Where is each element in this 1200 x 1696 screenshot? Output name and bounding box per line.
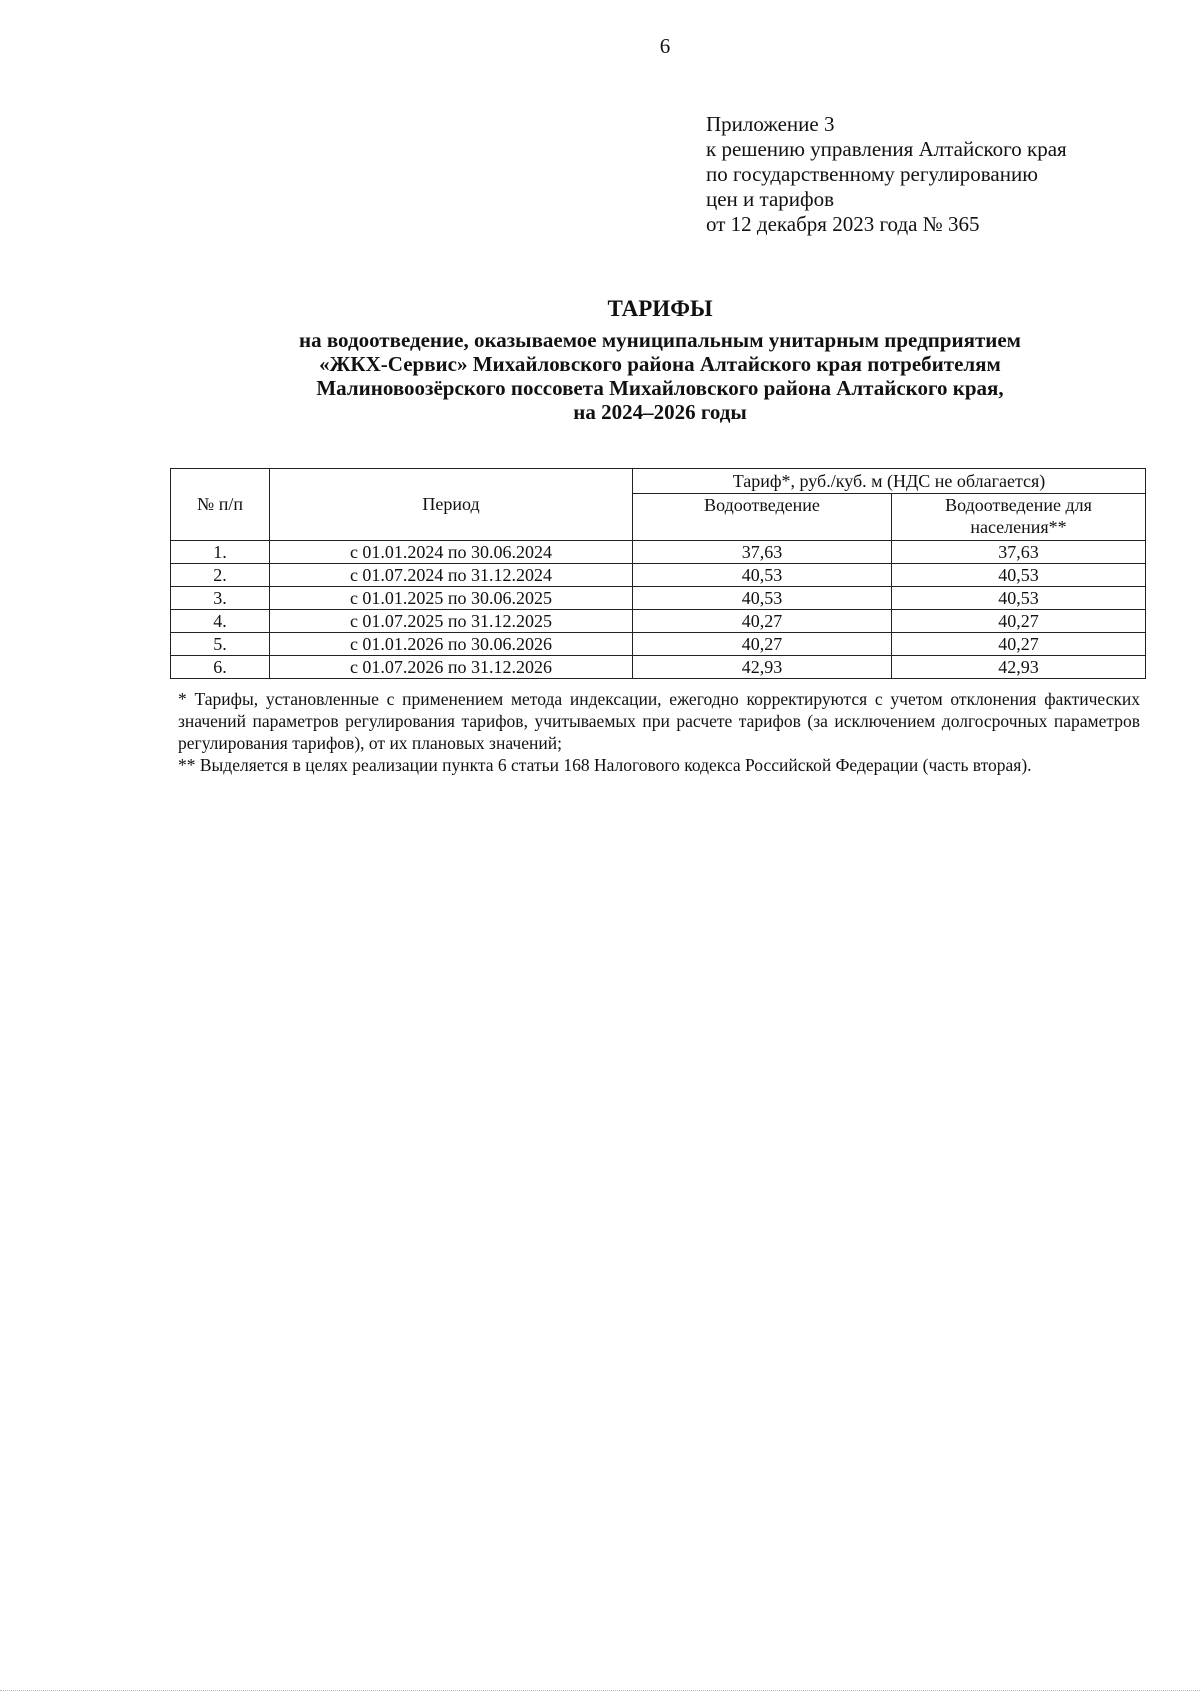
title-line: «ЖКХ-Сервис» Михайловского района Алтайского края потребителям bbox=[319, 352, 1001, 376]
row-wastewater-tariff: 40,53 bbox=[633, 564, 892, 587]
header-wastewater-population-line: Водоотведение для bbox=[945, 495, 1092, 515]
header-number: № п/п bbox=[171, 469, 270, 541]
row-wastewater-tariff: 40,27 bbox=[633, 610, 892, 633]
table-row bbox=[171, 587, 1146, 610]
row-number: 2. bbox=[171, 564, 270, 587]
row-population-tariff: 40,27 bbox=[892, 633, 1146, 656]
footnotes bbox=[178, 688, 1140, 776]
row-population-tariff: 40,53 bbox=[892, 564, 1146, 587]
row-period: с 01.01.2024 по 30.06.2024 bbox=[270, 541, 633, 564]
header-wastewater: Водоотведение bbox=[633, 494, 892, 541]
title-subtitle bbox=[180, 328, 1140, 424]
row-wastewater-tariff: 42,93 bbox=[633, 656, 892, 679]
row-wastewater-tariff: 37,63 bbox=[633, 541, 892, 564]
row-wastewater-tariff: 40,53 bbox=[633, 587, 892, 610]
footnote-indexation: * Тарифы, установленные с применением метода индексации, ежегодно корректируются с учетом отклонения фактических значений параметров регулирования тарифов, учитываемых при расчете тарифов (за исключением долгосрочных параметров регулирования тарифов), от их плановых значений; bbox=[178, 689, 1140, 753]
table-row bbox=[171, 633, 1146, 656]
document-title bbox=[180, 296, 1140, 424]
table-row bbox=[171, 656, 1146, 679]
row-period: с 01.07.2025 по 31.12.2025 bbox=[270, 610, 633, 633]
footnote-population: ** Выделяется в целях реализации пункта 6 статьи 168 Налогового кодекса Российской Федерации (часть вторая). bbox=[178, 755, 1032, 775]
appendix-line: цен и тарифов bbox=[706, 187, 835, 211]
row-population-tariff: 40,53 bbox=[892, 587, 1146, 610]
header-wastewater-population-line: населения** bbox=[970, 517, 1067, 537]
table-row bbox=[171, 564, 1146, 587]
row-number: 1. bbox=[171, 541, 270, 564]
row-number: 4. bbox=[171, 610, 270, 633]
row-number: 6. bbox=[171, 656, 270, 679]
table-row bbox=[171, 541, 1146, 564]
row-population-tariff: 42,93 bbox=[892, 656, 1146, 679]
row-period: с 01.01.2026 по 30.06.2026 bbox=[270, 633, 633, 656]
row-number: 5. bbox=[171, 633, 270, 656]
header-wastewater-population bbox=[892, 494, 1146, 541]
appendix-line: к решению управления Алтайского края bbox=[706, 137, 1067, 161]
row-period: с 01.01.2025 по 30.06.2025 bbox=[270, 587, 633, 610]
scan-edge-divider bbox=[0, 1690, 1200, 1692]
title-line: на водоотведение, оказываемое муниципальным унитарным предприятием bbox=[299, 328, 1021, 352]
row-period: с 01.07.2024 по 31.12.2024 bbox=[270, 564, 633, 587]
row-wastewater-tariff: 40,27 bbox=[633, 633, 892, 656]
appendix-line: по государственному регулированию bbox=[706, 162, 1038, 186]
header-period: Период bbox=[270, 469, 633, 541]
row-number: 3. bbox=[171, 587, 270, 610]
table-row bbox=[171, 610, 1146, 633]
table-header-row bbox=[171, 469, 1146, 494]
appendix-line: от 12 декабря 2023 года № 365 bbox=[706, 212, 980, 236]
title-main: ТАРИФЫ bbox=[607, 296, 713, 321]
page-number: 6 bbox=[659, 34, 671, 58]
row-period: с 01.07.2026 по 31.12.2026 bbox=[270, 656, 633, 679]
row-population-tariff: 37,63 bbox=[892, 541, 1146, 564]
row-population-tariff: 40,27 bbox=[892, 610, 1146, 633]
appendix-line: Приложение 3 bbox=[706, 112, 835, 136]
title-line: на 2024–2026 годы bbox=[573, 400, 747, 424]
tariff-table bbox=[170, 468, 1146, 679]
title-line: Малиновоозёрского поссовета Михайловского района Алтайского края, bbox=[316, 376, 1004, 400]
table-body bbox=[171, 541, 1146, 679]
appendix-reference bbox=[706, 112, 1067, 237]
header-tariff-group: Тариф*, руб./куб. м (НДС не облагается) bbox=[633, 469, 1146, 494]
